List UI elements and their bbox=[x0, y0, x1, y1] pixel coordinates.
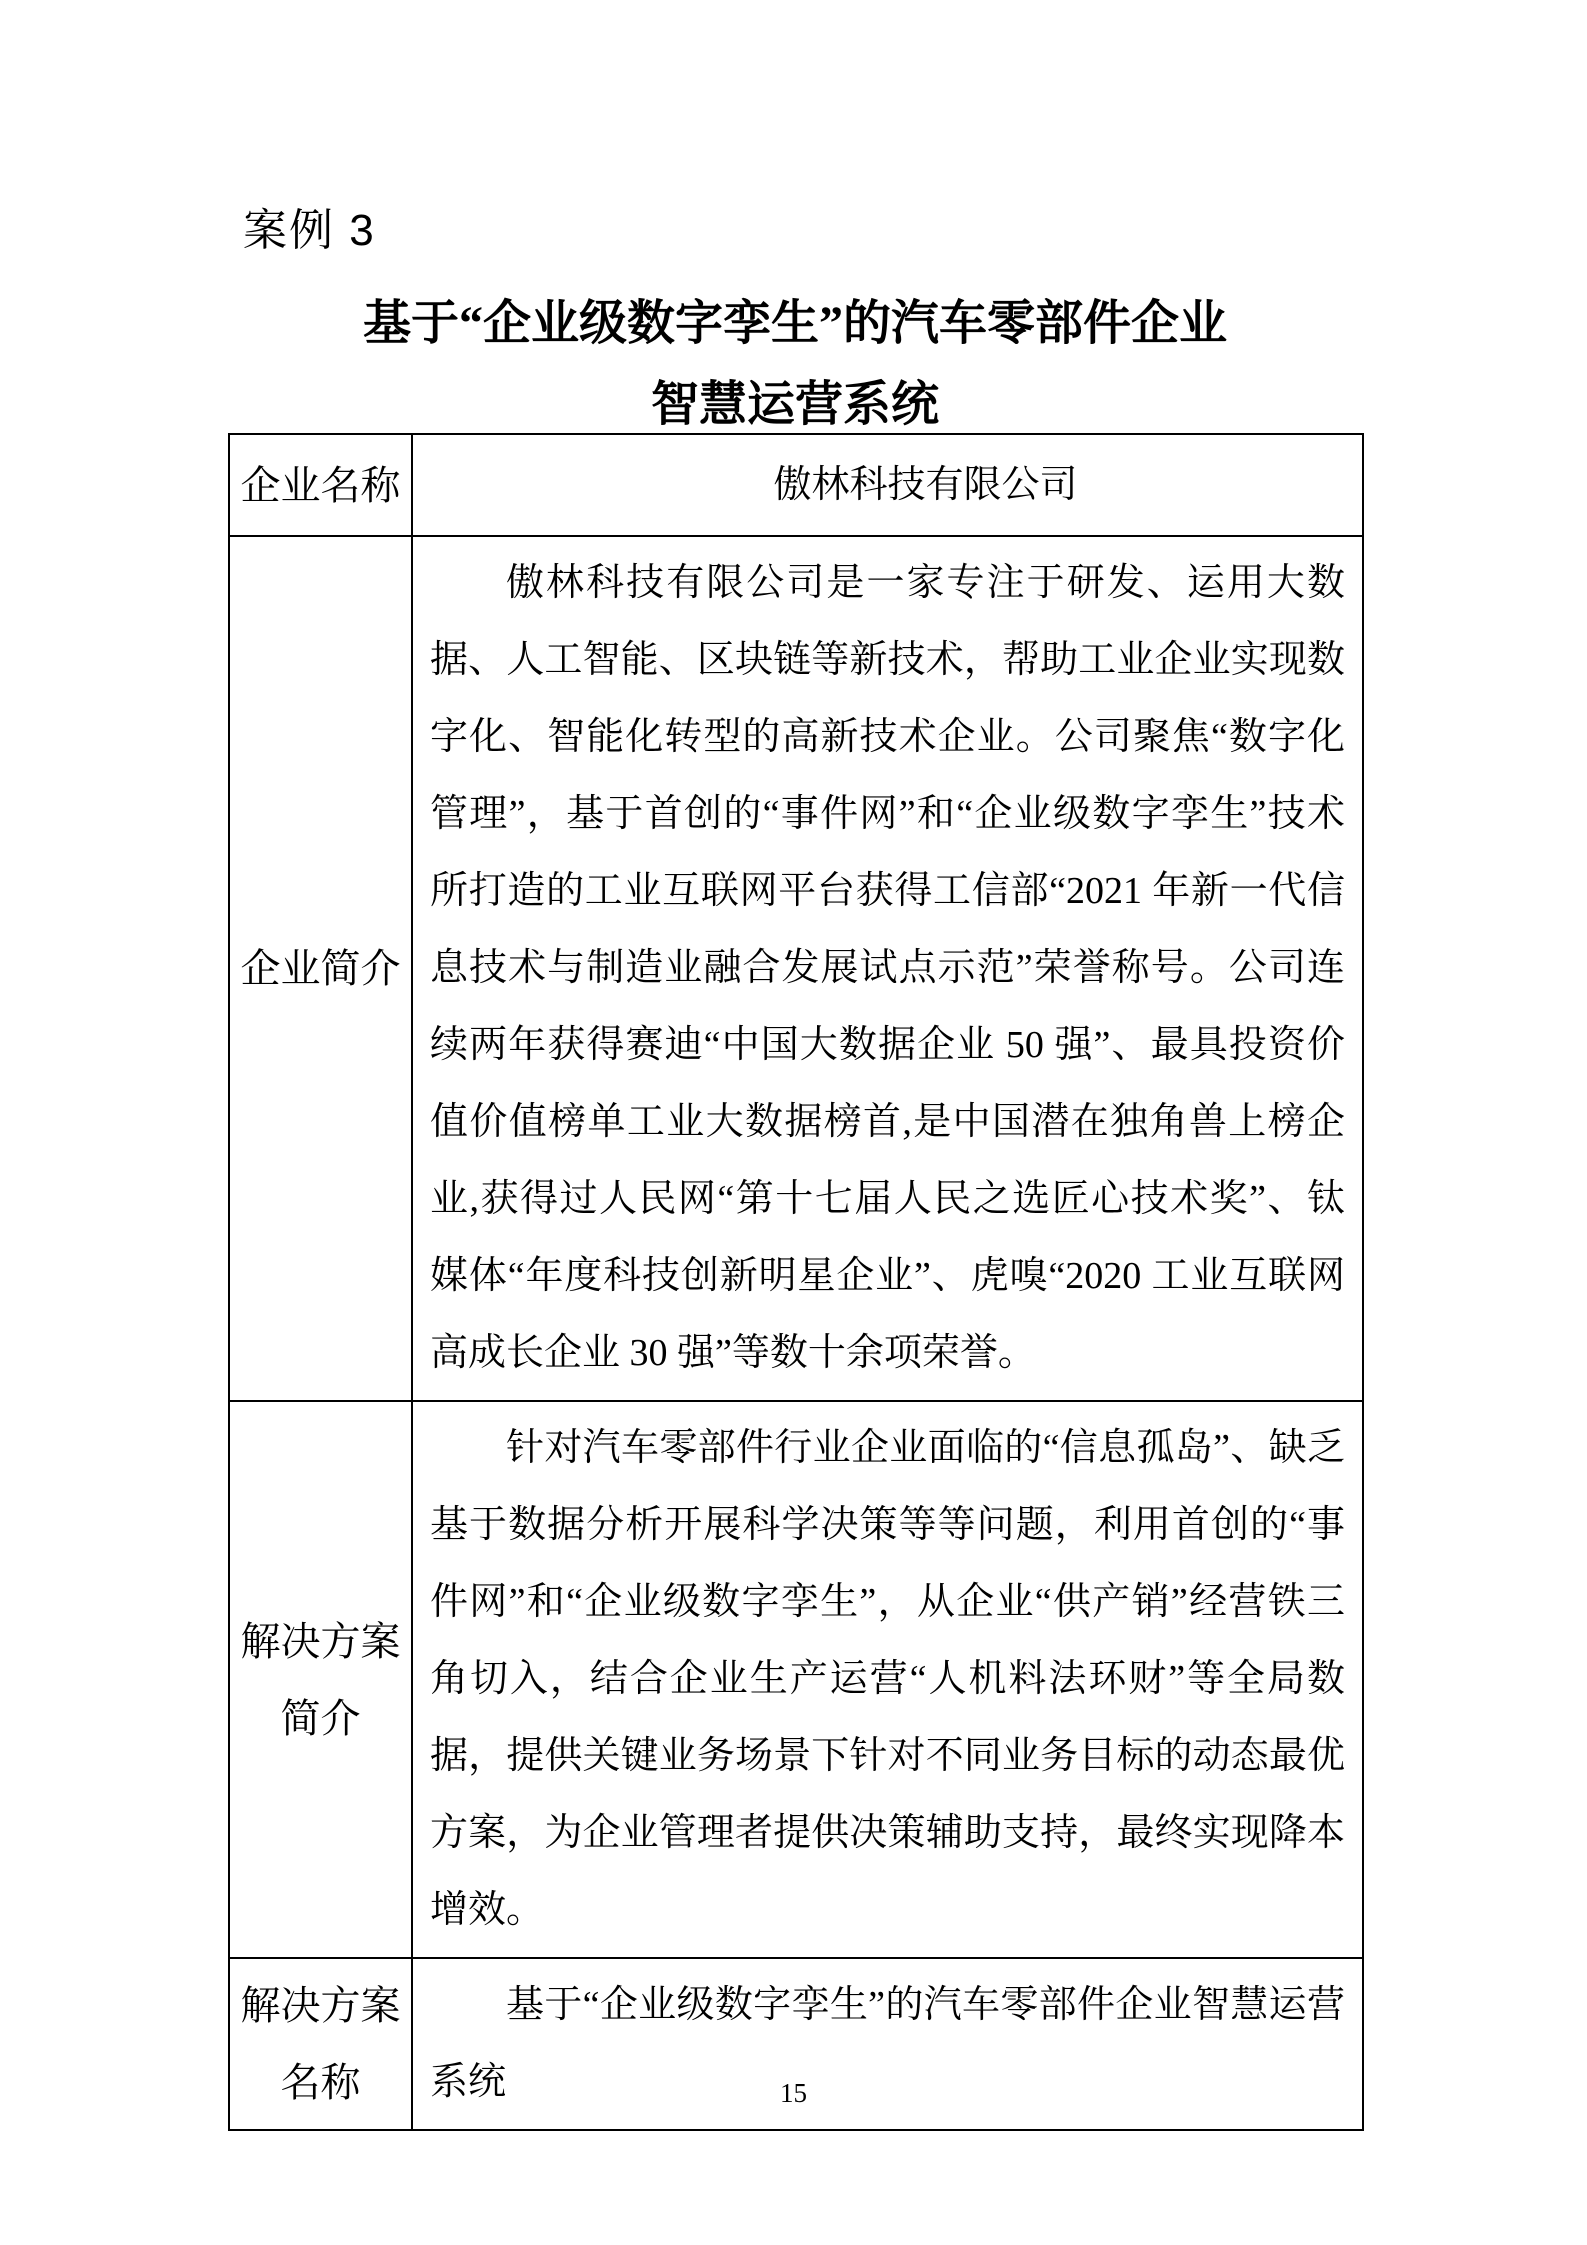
row-content-solution-intro: 针对汽车零部件行业企业面临的“信息孤岛”、缺乏基于数据分析开展科学决策等等问题，利用首创的“事件网”和“企业级数字孪生”，从企业“供产销”经营铁三角切入，结合企业生产运营“人机料法环财”等全局数据，提供关键业务场景下针对不同业务目标的动态最优方案，为企业管理者提供决策辅助支持，最终实现降本增效。 bbox=[412, 1401, 1363, 1958]
table-row-solution-intro bbox=[229, 1401, 1363, 1958]
row-content-company-profile: 傲林科技有限公司是一家专注于研发、运用大数据、人工智能、区块链等新技术，帮助工业企业实现数字化、智能化转型的高新技术企业。公司聚焦“数字化管理”，基于首创的“事件网”和“企业级数字孪生”技术所打造的工业互联网平台获得工信部“2021 年新一代信息技术与制造业融合发展试点示范”荣誉称号。公司连续两年获得赛迪“中国大数据企业 50 强”、最具投资价值价值榜单工业大数据榜首,是中国潜在独角兽上榜企业,获得过人民网“第十七届人民之选匠心技术奖”、钛媒体“年度科技创新明星企业”、虎嗅“2020 工业互联网高成长企业 30 强”等数十余项荣誉。 bbox=[412, 536, 1363, 1401]
document-title-line1: 基于“企业级数字孪生”的汽车零部件企业 bbox=[362, 297, 1227, 350]
company-info-table bbox=[228, 433, 1364, 2131]
row-label-solution-name: 解决方案名称 bbox=[229, 1958, 412, 2130]
table-row-company-profile bbox=[229, 536, 1363, 1401]
case-label: 案例 3 bbox=[243, 206, 376, 255]
row-content-company-name: 傲林科技有限公司 bbox=[412, 434, 1363, 536]
document-title-line2: 智慧运营系统 bbox=[650, 378, 939, 431]
row-label-company-name: 企业名称 bbox=[229, 434, 412, 536]
row-content-solution-name: 基于“企业级数字孪生”的汽车零部件企业智慧运营系统 bbox=[412, 1958, 1363, 2130]
row-label-solution-intro: 解决方案简介 bbox=[229, 1401, 412, 1958]
table-row-company-name bbox=[229, 434, 1363, 536]
page-number: 15 bbox=[780, 2078, 807, 2108]
document-title bbox=[228, 283, 1362, 445]
row-label-company-profile: 企业简介 bbox=[229, 536, 412, 1401]
